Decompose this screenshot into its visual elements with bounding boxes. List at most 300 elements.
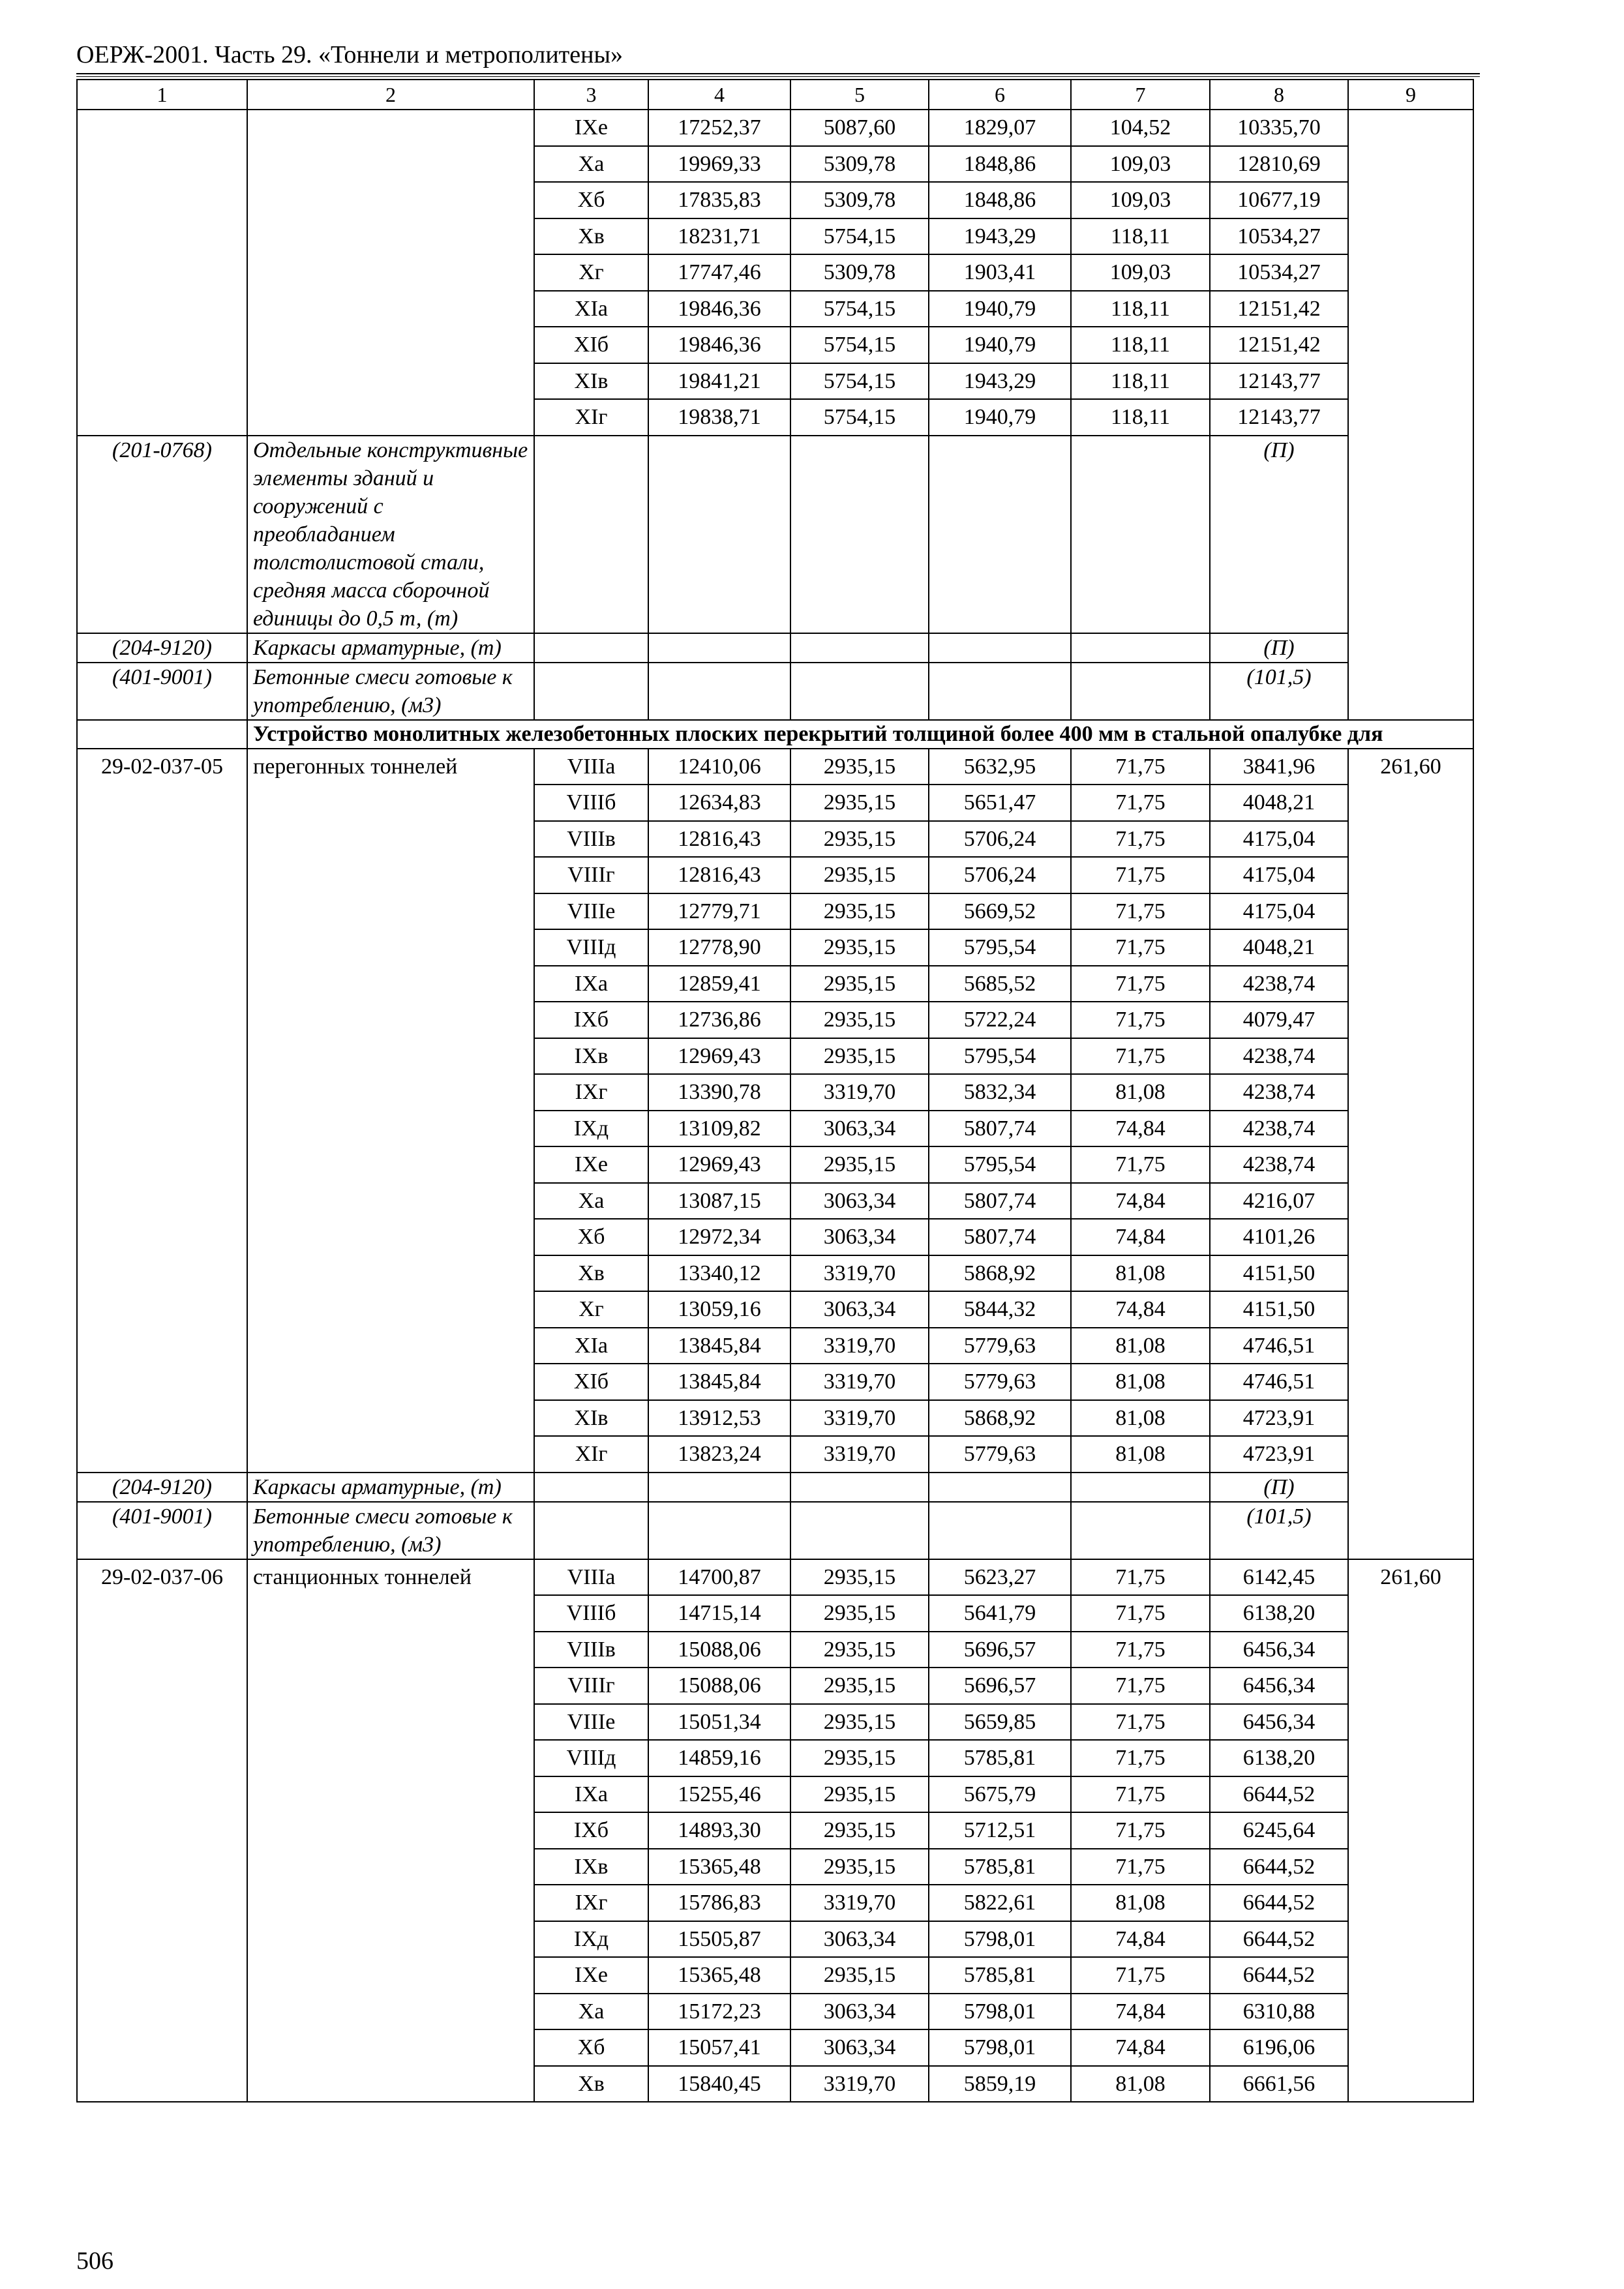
value-cell: IXe bbox=[534, 110, 648, 146]
value-cell: 1829,07 bbox=[929, 110, 1071, 146]
value-cell: Xa bbox=[534, 1183, 648, 1219]
empty-cell bbox=[790, 1502, 929, 1559]
code-cell: 29-02-037-06 bbox=[77, 1559, 247, 2102]
value-cell: 12634,83 bbox=[648, 785, 790, 821]
empty-cell bbox=[929, 1502, 1071, 1559]
value-cell: 6644,52 bbox=[1210, 1885, 1348, 1921]
value-cell: Xв bbox=[534, 1255, 648, 1292]
material-row bbox=[77, 1502, 1473, 1559]
value-cell: 71,75 bbox=[1071, 1957, 1210, 1994]
value-cell: 5822,61 bbox=[929, 1885, 1071, 1921]
value-cell: VIIIe bbox=[534, 1704, 648, 1741]
value-cell: 4048,21 bbox=[1210, 785, 1348, 821]
value-cell: 74,84 bbox=[1071, 1219, 1210, 1255]
value-cell: 6138,20 bbox=[1210, 1595, 1348, 1632]
value-cell: 5754,15 bbox=[790, 327, 929, 363]
value-cell: 13059,16 bbox=[648, 1291, 790, 1328]
header-rule bbox=[76, 73, 1480, 74]
value-cell: 14859,16 bbox=[648, 1740, 790, 1776]
empty-cell bbox=[77, 720, 247, 749]
value-cell: 2935,15 bbox=[790, 821, 929, 858]
empty-cell bbox=[534, 1473, 648, 1502]
empty-cell bbox=[648, 1502, 790, 1559]
value-cell: 13912,53 bbox=[648, 1400, 790, 1437]
value-cell: 4216,07 bbox=[1210, 1183, 1348, 1219]
value-cell: 5309,78 bbox=[790, 146, 929, 183]
value-cell: 5795,54 bbox=[929, 1146, 1071, 1183]
value-cell: 6196,06 bbox=[1210, 2029, 1348, 2066]
value-cell: 1848,86 bbox=[929, 146, 1071, 183]
value-cell: 2935,15 bbox=[790, 1849, 929, 1885]
empty-cell bbox=[1071, 436, 1210, 633]
value-cell: 14700,87 bbox=[648, 1559, 790, 1596]
value-cell: 13109,82 bbox=[648, 1111, 790, 1147]
value-cell: 5309,78 bbox=[790, 182, 929, 218]
value-cell: 71,75 bbox=[1071, 1776, 1210, 1813]
empty-cell bbox=[534, 663, 648, 720]
value-cell: 109,03 bbox=[1071, 146, 1210, 183]
name-cell bbox=[247, 110, 534, 436]
value-cell: 71,75 bbox=[1071, 1740, 1210, 1776]
value-cell: IXг bbox=[534, 1074, 648, 1111]
value-cell: 5754,15 bbox=[790, 218, 929, 255]
material-code: (401-9001) bbox=[77, 1502, 247, 1559]
value-cell: 4238,74 bbox=[1210, 1146, 1348, 1183]
empty-cell bbox=[790, 436, 929, 633]
value-cell: 3319,70 bbox=[790, 1364, 929, 1400]
value-cell: 5669,52 bbox=[929, 893, 1071, 930]
value-cell: 2935,15 bbox=[790, 1704, 929, 1741]
value-cell: 109,03 bbox=[1071, 182, 1210, 218]
value-cell: IXб bbox=[534, 1002, 648, 1038]
value-cell: 6456,34 bbox=[1210, 1704, 1348, 1741]
value-cell: 81,08 bbox=[1071, 1364, 1210, 1400]
header-rule-thin bbox=[76, 76, 1480, 77]
value-cell: 118,11 bbox=[1071, 363, 1210, 400]
value-cell: 5868,92 bbox=[929, 1400, 1071, 1437]
value-cell: 2935,15 bbox=[790, 929, 929, 966]
value-cell: VIIIд bbox=[534, 929, 648, 966]
value-cell: VIIIг bbox=[534, 1668, 648, 1704]
value-cell: 3841,96 bbox=[1210, 749, 1348, 785]
value-cell: 4175,04 bbox=[1210, 821, 1348, 858]
value-cell: 5087,60 bbox=[790, 110, 929, 146]
value-cell: 5712,51 bbox=[929, 1812, 1071, 1849]
empty-cell bbox=[1071, 633, 1210, 663]
value-cell: 12969,43 bbox=[648, 1038, 790, 1075]
value-cell: 4238,74 bbox=[1210, 966, 1348, 1002]
value-cell: VIIIe bbox=[534, 893, 648, 930]
value-cell: 81,08 bbox=[1071, 1400, 1210, 1437]
material-value: (П) bbox=[1210, 633, 1348, 663]
column-header: 6 bbox=[929, 80, 1071, 110]
value-cell: 5754,15 bbox=[790, 363, 929, 400]
value-cell: 2935,15 bbox=[790, 966, 929, 1002]
column-header: 8 bbox=[1210, 80, 1348, 110]
column-header: 2 bbox=[247, 80, 534, 110]
value-cell: IXв bbox=[534, 1849, 648, 1885]
value-cell: 3063,34 bbox=[790, 1183, 929, 1219]
value-cell: 12736,86 bbox=[648, 1002, 790, 1038]
value-cell: 3063,34 bbox=[790, 1921, 929, 1958]
value-cell: 2935,15 bbox=[790, 893, 929, 930]
value-cell: 6456,34 bbox=[1210, 1632, 1348, 1668]
value-cell: 2935,15 bbox=[790, 857, 929, 893]
material-code: (201-0768) bbox=[77, 436, 247, 633]
value-cell: 12816,43 bbox=[648, 821, 790, 858]
value-cell: 71,75 bbox=[1071, 749, 1210, 785]
value-cell: 5754,15 bbox=[790, 291, 929, 327]
value-cell: 6310,88 bbox=[1210, 1994, 1348, 2030]
value-cell: 5685,52 bbox=[929, 966, 1071, 1002]
value-cell: 81,08 bbox=[1071, 1328, 1210, 1364]
value-cell: 5868,92 bbox=[929, 1255, 1071, 1292]
empty-cell bbox=[648, 436, 790, 633]
value-cell: 12151,42 bbox=[1210, 327, 1348, 363]
material-name: Каркасы арматурные, (т) bbox=[247, 633, 534, 663]
value-cell: 3063,34 bbox=[790, 2029, 929, 2066]
value-cell: 5807,74 bbox=[929, 1111, 1071, 1147]
value-cell: 3063,34 bbox=[790, 1291, 929, 1328]
empty-cell bbox=[534, 633, 648, 663]
value-cell: 3319,70 bbox=[790, 1400, 929, 1437]
value-cell: 81,08 bbox=[1071, 1074, 1210, 1111]
value-cell: 4723,91 bbox=[1210, 1400, 1348, 1437]
material-name: Бетонные смеси готовые к употреблению, (м3) bbox=[247, 1502, 534, 1559]
value-cell: 71,75 bbox=[1071, 929, 1210, 966]
value-cell: 5832,34 bbox=[929, 1074, 1071, 1111]
value-cell: 3319,70 bbox=[790, 1328, 929, 1364]
empty-cell bbox=[534, 1502, 648, 1559]
value-cell: 5651,47 bbox=[929, 785, 1071, 821]
empty-cell bbox=[790, 1473, 929, 1502]
value-cell: 5675,79 bbox=[929, 1776, 1071, 1813]
value-cell: 4151,50 bbox=[1210, 1255, 1348, 1292]
value-cell: 5795,54 bbox=[929, 929, 1071, 966]
material-row bbox=[77, 1473, 1473, 1502]
value-cell: XIб bbox=[534, 327, 648, 363]
value-cell: 19846,36 bbox=[648, 327, 790, 363]
value-cell: 12816,43 bbox=[648, 857, 790, 893]
value-cell: Xa bbox=[534, 1994, 648, 2030]
value-cell: 4079,47 bbox=[1210, 1002, 1348, 1038]
value-cell: VIIIд bbox=[534, 1740, 648, 1776]
value-cell: 5722,24 bbox=[929, 1002, 1071, 1038]
value-cell: 2935,15 bbox=[790, 1559, 929, 1596]
value-cell: 2935,15 bbox=[790, 1038, 929, 1075]
empty-cell bbox=[929, 1473, 1071, 1502]
value-cell: 71,75 bbox=[1071, 966, 1210, 1002]
value-cell: 19838,71 bbox=[648, 399, 790, 436]
value-cell: 2935,15 bbox=[790, 1146, 929, 1183]
value-cell: 19969,33 bbox=[648, 146, 790, 183]
empty-cell bbox=[1071, 663, 1210, 720]
value-cell: 71,75 bbox=[1071, 1559, 1210, 1596]
value-cell: 2935,15 bbox=[790, 1668, 929, 1704]
value-cell: 3319,70 bbox=[790, 2066, 929, 2102]
value-cell: 71,75 bbox=[1071, 1668, 1210, 1704]
material-value: (П) bbox=[1210, 436, 1348, 633]
value-cell: 74,84 bbox=[1071, 2029, 1210, 2066]
value-cell: 6644,52 bbox=[1210, 1957, 1348, 1994]
page-number: 506 bbox=[76, 2247, 113, 2275]
value-cell: IXв bbox=[534, 1038, 648, 1075]
value-cell: VIIIa bbox=[534, 749, 648, 785]
value-cell: 15088,06 bbox=[648, 1632, 790, 1668]
value-cell: 71,75 bbox=[1071, 1595, 1210, 1632]
empty-cell bbox=[790, 633, 929, 663]
value-cell: 12410,06 bbox=[648, 749, 790, 785]
empty-cell bbox=[790, 663, 929, 720]
value-cell: IXa bbox=[534, 1776, 648, 1813]
value-cell: 6644,52 bbox=[1210, 1921, 1348, 1958]
value-cell: 15088,06 bbox=[648, 1668, 790, 1704]
value-cell: VIIIa bbox=[534, 1559, 648, 1596]
material-row bbox=[77, 633, 1473, 663]
value-cell: 74,84 bbox=[1071, 1291, 1210, 1328]
value-cell: 19846,36 bbox=[648, 291, 790, 327]
value-cell: 6644,52 bbox=[1210, 1849, 1348, 1885]
empty-cell bbox=[648, 633, 790, 663]
value-cell: 3319,70 bbox=[790, 1436, 929, 1473]
material-name: Отдельные конструктивные элементы зданий и сооружений с преобладанием толстолистовой стали, средняя масса сборочной единицы до 0,5 т, (т) bbox=[247, 436, 534, 633]
value-cell: 6661,56 bbox=[1210, 2066, 1348, 2102]
value-cell: 3319,70 bbox=[790, 1255, 929, 1292]
value-cell: 12778,90 bbox=[648, 929, 790, 966]
table-row bbox=[77, 749, 1473, 785]
value-cell: 12859,41 bbox=[648, 966, 790, 1002]
value-cell: 1940,79 bbox=[929, 291, 1071, 327]
value-cell: 15365,48 bbox=[648, 1957, 790, 1994]
value-cell: 1940,79 bbox=[929, 399, 1071, 436]
value-cell: 12143,77 bbox=[1210, 399, 1348, 436]
value-cell: XIг bbox=[534, 399, 648, 436]
table-row bbox=[77, 110, 1473, 146]
value-cell: 5785,81 bbox=[929, 1740, 1071, 1776]
value-cell: Xг bbox=[534, 1291, 648, 1328]
value-cell: 13390,78 bbox=[648, 1074, 790, 1111]
value-cell: 118,11 bbox=[1071, 399, 1210, 436]
material-row bbox=[77, 663, 1473, 720]
value-cell: XIв bbox=[534, 363, 648, 400]
table-row bbox=[77, 1559, 1473, 1596]
value-cell: 13845,84 bbox=[648, 1328, 790, 1364]
value-cell: 4151,50 bbox=[1210, 1291, 1348, 1328]
value-cell: 12143,77 bbox=[1210, 363, 1348, 400]
value-cell: 1903,41 bbox=[929, 254, 1071, 291]
value-cell: 2935,15 bbox=[790, 1002, 929, 1038]
value-cell: 2935,15 bbox=[790, 1812, 929, 1849]
column-header: 4 bbox=[648, 80, 790, 110]
value-cell: VIIIб bbox=[534, 785, 648, 821]
value-cell: 15786,83 bbox=[648, 1885, 790, 1921]
value-cell: 81,08 bbox=[1071, 1436, 1210, 1473]
value-cell: 15255,46 bbox=[648, 1776, 790, 1813]
value-cell: 4238,74 bbox=[1210, 1111, 1348, 1147]
section-title: Устройство монолитных железобетонных плоских перекрытий толщиной более 400 мм в стальной опалубке для bbox=[247, 720, 1473, 749]
value-cell: 5785,81 bbox=[929, 1849, 1071, 1885]
value-cell: 5795,54 bbox=[929, 1038, 1071, 1075]
value-cell: IXг bbox=[534, 1885, 648, 1921]
value-cell: VIIIв bbox=[534, 821, 648, 858]
column-header: 3 bbox=[534, 80, 648, 110]
value-cell: 2935,15 bbox=[790, 1740, 929, 1776]
value-cell: 10534,27 bbox=[1210, 254, 1348, 291]
col9-cell bbox=[1348, 110, 1473, 720]
value-cell: Xв bbox=[534, 218, 648, 255]
value-cell: 71,75 bbox=[1071, 821, 1210, 858]
value-cell: 3319,70 bbox=[790, 1074, 929, 1111]
value-cell: 71,75 bbox=[1071, 893, 1210, 930]
value-cell: 5623,27 bbox=[929, 1559, 1071, 1596]
value-cell: 5706,24 bbox=[929, 857, 1071, 893]
value-cell: 3063,34 bbox=[790, 1219, 929, 1255]
value-cell: XIa bbox=[534, 291, 648, 327]
value-cell: 4238,74 bbox=[1210, 1074, 1348, 1111]
value-cell: 12972,34 bbox=[648, 1219, 790, 1255]
value-cell: 2935,15 bbox=[790, 1776, 929, 1813]
value-cell: 10335,70 bbox=[1210, 110, 1348, 146]
value-cell: 6644,52 bbox=[1210, 1776, 1348, 1813]
value-cell: Xб bbox=[534, 1219, 648, 1255]
value-cell: 4101,26 bbox=[1210, 1219, 1348, 1255]
empty-cell bbox=[1071, 1473, 1210, 1502]
value-cell: 5779,63 bbox=[929, 1328, 1071, 1364]
value-cell: 5641,79 bbox=[929, 1595, 1071, 1632]
empty-cell bbox=[648, 1473, 790, 1502]
value-cell: 10534,27 bbox=[1210, 218, 1348, 255]
value-cell: 4746,51 bbox=[1210, 1328, 1348, 1364]
value-cell: 15505,87 bbox=[648, 1921, 790, 1958]
value-cell: IXд bbox=[534, 1111, 648, 1147]
value-cell: 15365,48 bbox=[648, 1849, 790, 1885]
value-cell: 74,84 bbox=[1071, 1921, 1210, 1958]
value-cell: 14715,14 bbox=[648, 1595, 790, 1632]
value-cell: 12779,71 bbox=[648, 893, 790, 930]
price-table bbox=[76, 79, 1474, 2102]
value-cell: 17747,46 bbox=[648, 254, 790, 291]
value-cell: 5807,74 bbox=[929, 1183, 1071, 1219]
value-cell: 1848,86 bbox=[929, 182, 1071, 218]
value-cell: 6245,64 bbox=[1210, 1812, 1348, 1849]
value-cell: 15172,23 bbox=[648, 1994, 790, 2030]
value-cell: 5779,63 bbox=[929, 1364, 1071, 1400]
value-cell: 71,75 bbox=[1071, 785, 1210, 821]
code-cell: 29-02-037-05 bbox=[77, 749, 247, 1473]
empty-cell bbox=[929, 663, 1071, 720]
material-value: (101,5) bbox=[1210, 1502, 1348, 1559]
column-header: 7 bbox=[1071, 80, 1210, 110]
value-cell: 71,75 bbox=[1071, 1038, 1210, 1075]
value-cell: 118,11 bbox=[1071, 327, 1210, 363]
value-cell: 13087,15 bbox=[648, 1183, 790, 1219]
value-cell: 6142,45 bbox=[1210, 1559, 1348, 1596]
code-cell bbox=[77, 110, 247, 436]
value-cell: 109,03 bbox=[1071, 254, 1210, 291]
material-code: (204-9120) bbox=[77, 633, 247, 663]
value-cell: 74,84 bbox=[1071, 1994, 1210, 2030]
value-cell: 13340,12 bbox=[648, 1255, 790, 1292]
value-cell: 12969,43 bbox=[648, 1146, 790, 1183]
value-cell: 17835,83 bbox=[648, 182, 790, 218]
value-cell: 2935,15 bbox=[790, 1957, 929, 1994]
value-cell: 1940,79 bbox=[929, 327, 1071, 363]
value-cell: 1943,29 bbox=[929, 363, 1071, 400]
value-cell: 5632,95 bbox=[929, 749, 1071, 785]
value-cell: VIIIг bbox=[534, 857, 648, 893]
value-cell: 74,84 bbox=[1071, 1183, 1210, 1219]
value-cell: 104,52 bbox=[1071, 110, 1210, 146]
value-cell: 5754,15 bbox=[790, 399, 929, 436]
value-cell: 81,08 bbox=[1071, 2066, 1210, 2102]
value-cell: 118,11 bbox=[1071, 218, 1210, 255]
value-cell: Xб bbox=[534, 182, 648, 218]
value-cell: 81,08 bbox=[1071, 1885, 1210, 1921]
value-cell: 5696,57 bbox=[929, 1632, 1071, 1668]
material-name: Бетонные смеси готовые к употреблению, (м3) bbox=[247, 663, 534, 720]
value-cell: 5798,01 bbox=[929, 2029, 1071, 2066]
empty-cell bbox=[534, 436, 648, 633]
value-cell: 2935,15 bbox=[790, 749, 929, 785]
value-cell: IXe bbox=[534, 1146, 648, 1183]
value-cell: 10677,19 bbox=[1210, 182, 1348, 218]
value-cell: 71,75 bbox=[1071, 1002, 1210, 1038]
value-cell: VIIIб bbox=[534, 1595, 648, 1632]
value-cell: 5779,63 bbox=[929, 1436, 1071, 1473]
value-cell: Xв bbox=[534, 2066, 648, 2102]
value-cell: IXe bbox=[534, 1957, 648, 1994]
col9-cell: 261,60 bbox=[1348, 1559, 1473, 2102]
empty-cell bbox=[1071, 1502, 1210, 1559]
name-cell: станционных тоннелей bbox=[247, 1559, 534, 2102]
value-cell: Xб bbox=[534, 2029, 648, 2066]
value-cell: 3063,34 bbox=[790, 1111, 929, 1147]
value-cell: 5706,24 bbox=[929, 821, 1071, 858]
value-cell: 5798,01 bbox=[929, 1921, 1071, 1958]
value-cell: 81,08 bbox=[1071, 1255, 1210, 1292]
material-value: (101,5) bbox=[1210, 663, 1348, 720]
value-cell: XIг bbox=[534, 1436, 648, 1473]
value-cell: 12810,69 bbox=[1210, 146, 1348, 183]
value-cell: 118,11 bbox=[1071, 291, 1210, 327]
col9-cell: 261,60 bbox=[1348, 749, 1473, 1559]
column-header: 1 bbox=[77, 80, 247, 110]
material-row bbox=[77, 436, 1473, 633]
value-cell: 2935,15 bbox=[790, 1595, 929, 1632]
column-header-row bbox=[77, 80, 1473, 110]
value-cell: 6456,34 bbox=[1210, 1668, 1348, 1704]
value-cell: IXд bbox=[534, 1921, 648, 1958]
value-cell: Xг bbox=[534, 254, 648, 291]
value-cell: 6138,20 bbox=[1210, 1740, 1348, 1776]
value-cell: 71,75 bbox=[1071, 1632, 1210, 1668]
value-cell: 15840,45 bbox=[648, 2066, 790, 2102]
value-cell: 4746,51 bbox=[1210, 1364, 1348, 1400]
value-cell: 71,75 bbox=[1071, 1812, 1210, 1849]
section-title-row bbox=[77, 720, 1473, 749]
material-value: (П) bbox=[1210, 1473, 1348, 1502]
value-cell: 4238,74 bbox=[1210, 1038, 1348, 1075]
value-cell: IXa bbox=[534, 966, 648, 1002]
value-cell: 5785,81 bbox=[929, 1957, 1071, 1994]
value-cell: 2935,15 bbox=[790, 1632, 929, 1668]
value-cell: 19841,21 bbox=[648, 363, 790, 400]
empty-cell bbox=[929, 436, 1071, 633]
value-cell: 71,75 bbox=[1071, 1704, 1210, 1741]
value-cell: 4048,21 bbox=[1210, 929, 1348, 966]
material-code: (401-9001) bbox=[77, 663, 247, 720]
value-cell: 2935,15 bbox=[790, 785, 929, 821]
